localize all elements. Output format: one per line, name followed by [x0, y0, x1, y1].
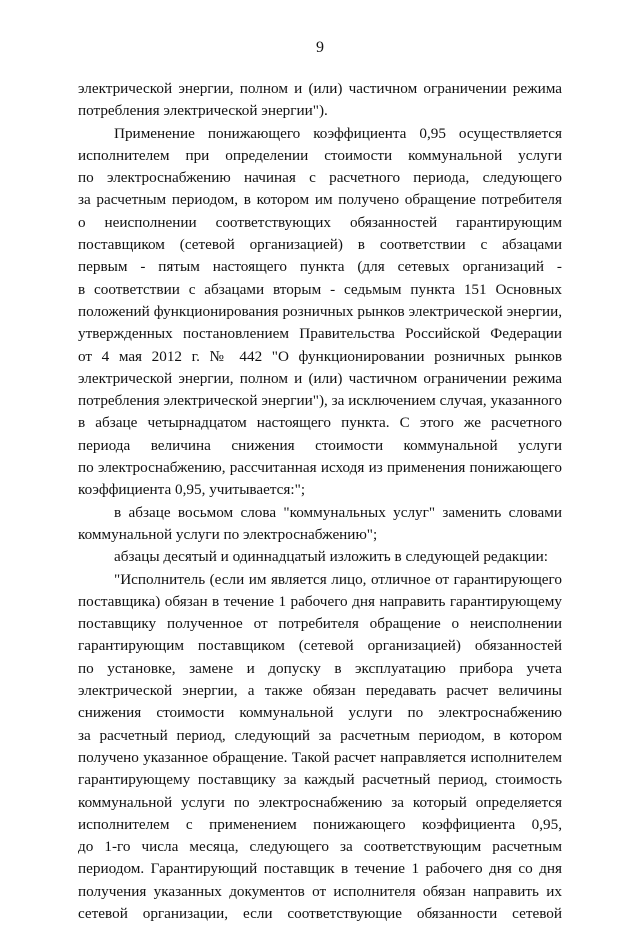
text-line: за расчетным периодом, в котором им получено обращение потребителя: [78, 191, 562, 209]
text-line: коэффициента 0,95, учитывается:";: [78, 481, 306, 499]
paragraph: [78, 569, 562, 925]
text-line: исполнителем с применением понижающего коэффициента 0,95,: [78, 815, 562, 833]
text-line: по электроснабжению начиная с расчетного периода, следующего: [78, 169, 562, 187]
text-line: в соответствии с абзацами вторым - седьмым пункта 151 Основных: [78, 280, 562, 298]
text-line: электрической энергии, полном и (или) частичном ограничении режима: [78, 80, 562, 97]
text-line: по установке, замене и допуску в эксплуатацию прибора учета: [78, 659, 562, 677]
text-line: "Исполнитель (если им является лицо, отличное от гарантирующего: [114, 570, 562, 588]
text-line: получения указанных документов от исполнителя обязан направить их: [78, 882, 562, 900]
text-line: гарантирующему поставщику за каждый расчетный период, стоимость: [78, 771, 562, 789]
text-line: в абзаце восьмом слова "коммунальных услуг" заменить словами: [114, 503, 562, 521]
document-body: [78, 78, 562, 925]
text-line: гарантирующим поставщиком (сетевой организацией) обязанностей: [78, 637, 562, 655]
text-line: получено указанное обращение. Такой расчет направляется исполнителем: [78, 748, 562, 766]
paragraph: [78, 78, 562, 123]
text-line: по электроснабжению, рассчитанная исходя из применения понижающего: [78, 459, 562, 477]
text-line: за расчетный период, следующий за расчетным периодом, в котором: [78, 726, 562, 744]
text-line: периодом. Гарантирующий поставщик в течение 1 рабочего дня со дня: [78, 860, 562, 878]
text-line: периода величина снижения стоимости коммунальной услуги: [78, 436, 562, 454]
page-number: 9: [316, 39, 324, 56]
text-line: в абзаце четырнадцатом настоящего пункта. С этого же расчетного: [78, 414, 562, 432]
text-line: абзацы десятый и одиннадцатый изложить в следующей редакции:: [114, 548, 548, 566]
text-line: первым - пятым настоящего пункта (для сетевых организаций -: [78, 258, 562, 276]
text-line: поставщика) обязан в течение 1 рабочего дня направить гарантирующему: [78, 592, 562, 610]
text-line: Применение понижающего коэффициента 0,95 осуществляется: [114, 124, 562, 142]
paragraph: [78, 546, 562, 568]
text-line: потребления электрической энергии"), за исключением случая, указанного: [78, 392, 562, 410]
text-line: положений функционирования розничных рынков электрической энергии,: [78, 302, 562, 320]
paragraph: [78, 123, 562, 502]
paragraph: [78, 502, 562, 547]
text-line: электрической энергии, полном и (или) частичном ограничении режима: [78, 369, 562, 387]
text-line: коммунальной услуги по электроснабжению за который определяется: [78, 793, 562, 811]
text-line: от 4 мая 2012 г. № 442 "О функционировании розничных рынков: [78, 347, 562, 365]
text-line: утвержденных постановлением Правительства Российской Федерации: [78, 325, 562, 343]
text-line: до 1-го числа месяца, следующего за соответствующим расчетным: [78, 838, 562, 856]
text-line: коммунальной услуги по электроснабжению";: [78, 525, 378, 543]
text-line: исполнителем при определении стоимости коммунальной услуги: [78, 146, 562, 164]
text-line: поставщиком (сетевой организацией) в соответствии с абзацами: [78, 236, 562, 254]
text-line: электрической энергии, а также обязан передавать расчет величины: [78, 682, 562, 700]
text-line: поставщику полученное от потребителя обращение о неисполнении: [78, 615, 562, 633]
text-line: сетевой организации, если соответствующие обязанности сетевой: [78, 904, 562, 922]
text-line: о неисполнении соответствующих обязанностей гарантирующим: [78, 213, 562, 231]
text-line: потребления электрической энергии").: [78, 102, 328, 120]
text-line: снижения стоимости коммунальной услуги по электроснабжению: [78, 704, 562, 722]
